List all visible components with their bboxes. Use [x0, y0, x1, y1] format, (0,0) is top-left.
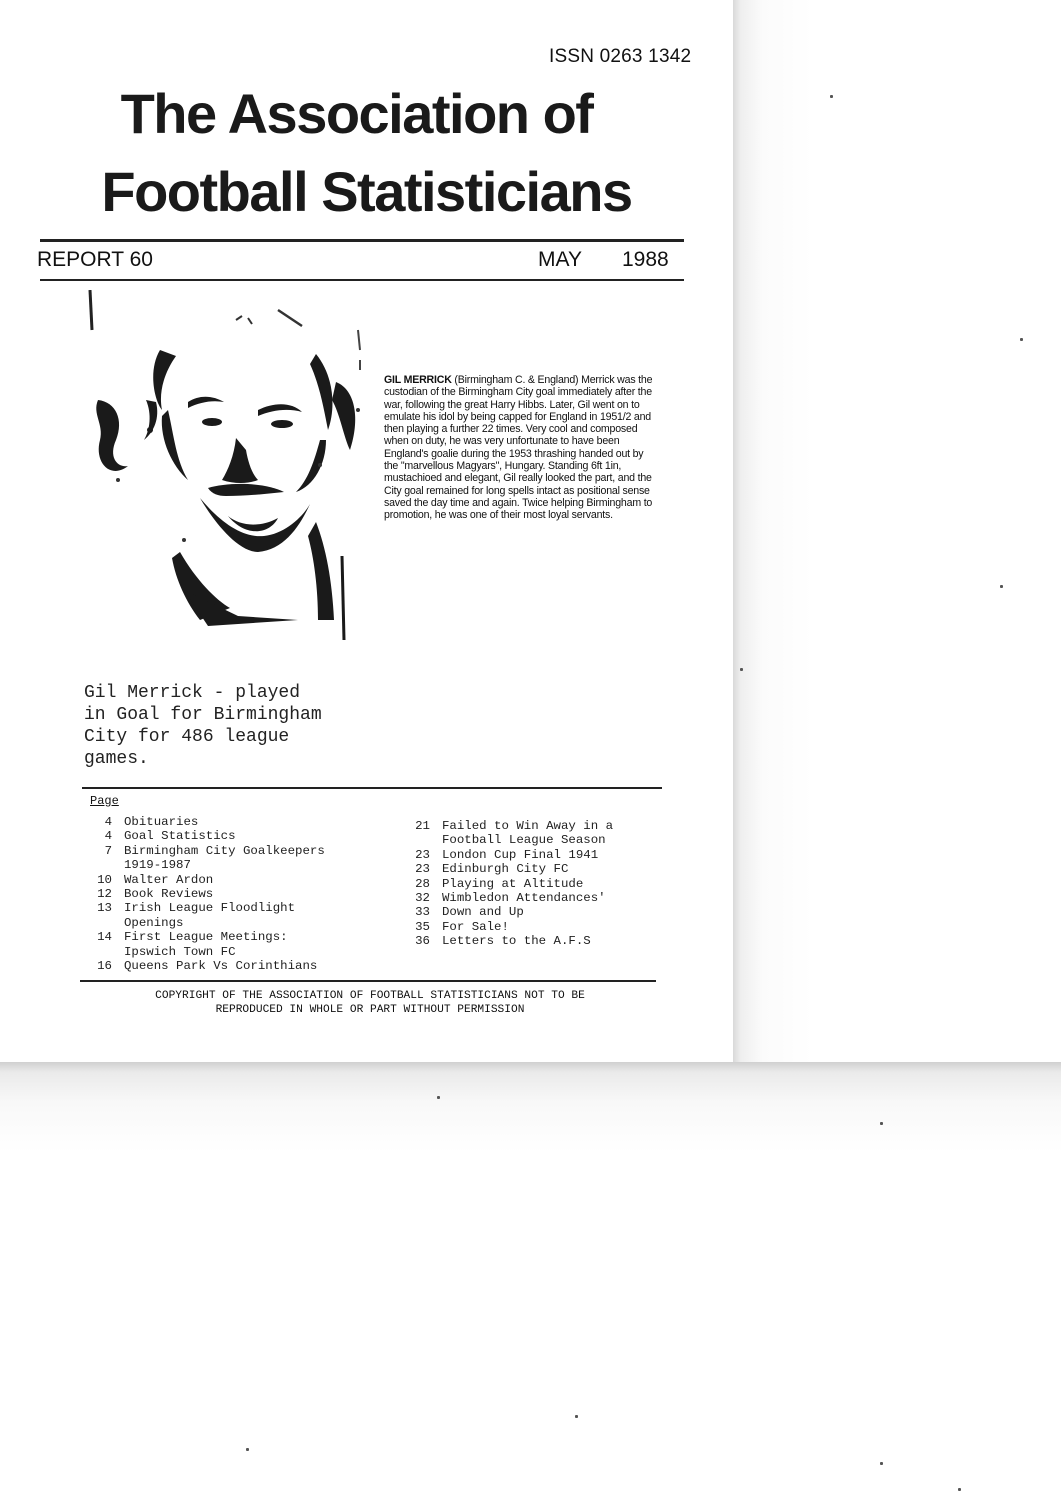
dust-speck: [575, 1415, 578, 1418]
contents-item: 23 London Cup Final 1941: [415, 847, 599, 862]
gil-merrick-portrait: [88, 290, 363, 640]
dust-speck: [830, 95, 833, 98]
contents-item: 23 Edinburgh City FC: [415, 862, 569, 877]
contents-item: 12 Book Reviews: [97, 887, 214, 902]
contents-item: 1919-1987: [124, 858, 191, 873]
contents-item: 7 Birmingham City Goalkeepers: [104, 843, 325, 858]
contents-item: 16 Queens Park Vs Corinthians: [97, 959, 318, 974]
dust-speck: [437, 1096, 440, 1099]
header-rule-top: [40, 239, 684, 242]
contents-item: 13 Irish League Floodlight: [97, 901, 296, 916]
dust-speck: [1020, 338, 1023, 341]
dust-speck: [740, 668, 743, 671]
dust-speck: [880, 1122, 883, 1125]
dust-speck: [1000, 585, 1003, 588]
feature-body-text: Merrick was the custodian of the Birmingham City goal immediately after the war, following the great Harry Hibbs. Later, Gil went on to emulate his idol by being capped for England in 1951/2 and then playing a further 22 times. Very cool and composed when on duty, he was very unfortunate to have been England's goalie during the 1953 thrashing handed out by the "marvellous Magyars", Hungary. Standing 6ft 1in, mustachioed and elegant, Gil really looked the part, and the City goal remained for long spells intact as positional sense saved the day time and again. Twice helping Birmingham to promotion, he was one of their most loyal servants.: [384, 374, 653, 522]
report-year: 1988: [622, 248, 669, 271]
title-line-2: Football Statisticians: [101, 160, 632, 223]
feature-player-clubs: (Birmingham C. & England): [454, 374, 579, 386]
contents-item: 32 Wimbledon Attendances': [415, 891, 606, 906]
report-cover-page: [0, 0, 733, 1062]
contents-item: 33 Down and Up: [415, 905, 524, 920]
title-line-1: The Association of: [120, 82, 593, 145]
copyright-line-2: REPRODUCED IN WHOLE OR PART WITHOUT PERMISSION: [215, 1004, 525, 1016]
dust-speck: [246, 1448, 249, 1451]
feature-caption: [384, 374, 659, 522]
contents-rule-bottom: [80, 980, 656, 982]
contents-heading: Page: [90, 794, 119, 808]
contents-item: Openings: [124, 915, 184, 930]
issn-number: ISSN 0263 1342: [549, 46, 692, 67]
contents-item: Ipswich Town FC: [124, 944, 236, 959]
report-month: MAY: [538, 248, 582, 271]
feature-player-name: GIL MERRICK: [384, 374, 452, 386]
contents-item: 21 Failed to Win Away in a: [415, 819, 614, 833]
contents-item: 35 For Sale!: [415, 919, 509, 934]
contents-rule-top: [82, 787, 662, 789]
scanner-bed-bottom: [0, 1062, 1061, 1500]
contents-left-column: [78, 815, 325, 973]
dust-speck: [958, 1488, 961, 1491]
contents-item: 28 Playing at Altitude: [415, 876, 584, 891]
dust-speck: [880, 1462, 883, 1465]
contents-item: 4 Goal Statistics: [104, 829, 236, 844]
typed-note: Gil Merrick - played in Goal for Birmingham City for 486 league games.: [84, 683, 322, 769]
contents-item: Football League Season: [442, 833, 606, 848]
copyright-notice: [60, 989, 680, 1017]
contents-right-column: [396, 819, 613, 949]
report-number: REPORT 60: [37, 248, 153, 271]
contents-item: 14 First League Meetings:: [97, 930, 288, 945]
contents-item: 10 Walter Ardon: [97, 872, 214, 887]
contents-item: 4 Obituaries: [104, 815, 199, 829]
header-rule-bottom: [40, 279, 684, 281]
contents-item: 36 Letters to the A.F.S: [415, 934, 591, 949]
copyright-line-1: COPYRIGHT OF THE ASSOCIATION OF FOOTBALL STATISTICIANS NOT TO BE: [155, 990, 585, 1002]
